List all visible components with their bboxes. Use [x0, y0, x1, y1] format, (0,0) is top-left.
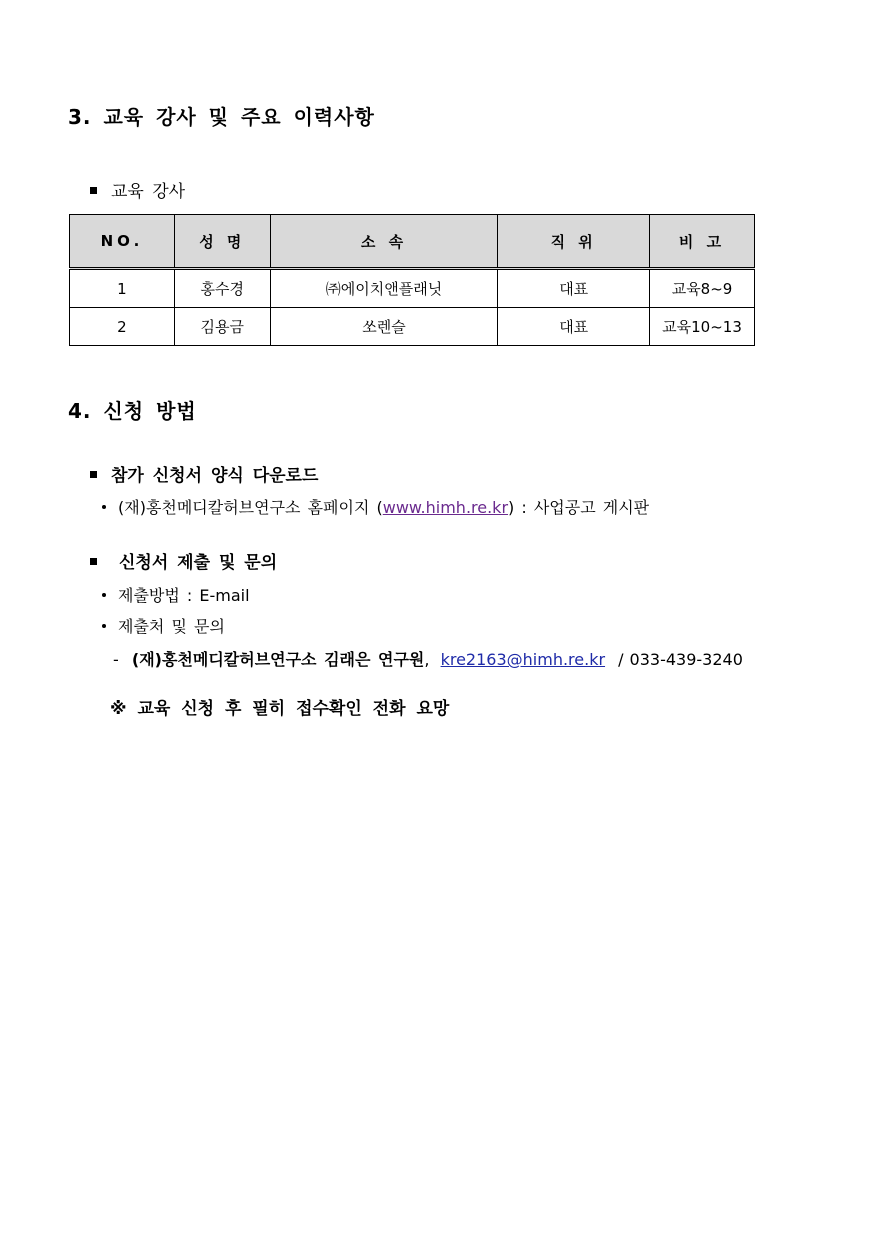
- cell-name: 김용금: [174, 308, 270, 346]
- submit-heading-text: 신청서 제출 및 문의: [119, 553, 278, 573]
- instructor-subheading-text: 교육 강사: [111, 182, 186, 202]
- contact-comma: ,: [424, 650, 430, 669]
- dot-bullet-icon: [102, 505, 106, 509]
- dot-bullet-icon: [102, 593, 106, 597]
- contact-separator: /: [618, 650, 624, 669]
- section3-title: 3. 교육 강사 및 주요 이력사항: [68, 105, 375, 129]
- dot-bullet-icon: [102, 624, 106, 628]
- cell-name: 홍수경: [174, 269, 270, 308]
- col-header-name: 성 명: [174, 215, 270, 269]
- cell-note: 교육10~13: [650, 308, 755, 346]
- col-header-no: NO.: [70, 215, 175, 269]
- table-row: [70, 269, 755, 308]
- cell-no: 1: [70, 269, 175, 308]
- col-header-note: 비 고: [650, 215, 755, 269]
- download-heading-text: 참가 신청서 양식 다운로드: [111, 466, 319, 486]
- contact-dash: -: [113, 650, 119, 669]
- submit-heading: [90, 548, 277, 573]
- download-line-suffix: ) : 사업공고 게시판: [508, 498, 650, 517]
- square-bullet-icon: [90, 187, 97, 194]
- contact-org: (재)홍천메디칼허브연구소 김래은 연구원: [131, 650, 425, 669]
- contact-label-line: [102, 614, 225, 637]
- homepage-link[interactable]: www.himh.re.kr: [382, 498, 509, 517]
- col-header-affiliation: 소 속: [270, 215, 498, 269]
- notice-text: ※ 교육 신청 후 필히 접수확인 전화 요망: [110, 699, 450, 719]
- download-line: [102, 495, 649, 518]
- cell-position: 대표: [498, 308, 650, 346]
- cell-position: 대표: [498, 269, 650, 308]
- instructor-subheading: [90, 177, 185, 202]
- cell-affiliation: ㈜에이치앤플래닛: [270, 269, 498, 308]
- contact-email-link[interactable]: kre2163@himh.re.kr: [440, 650, 606, 669]
- submit-method-text: 제출방법 : E-mail: [118, 586, 250, 605]
- cell-affiliation: 쏘렌슬: [270, 308, 498, 346]
- contact-detail-line: [113, 647, 743, 670]
- download-line-prefix: (재)홍천메디칼허브연구소 홈페이지 (: [118, 498, 383, 517]
- col-header-position: 직 위: [498, 215, 650, 269]
- square-bullet-icon: [90, 471, 97, 478]
- square-bullet-icon: [90, 558, 97, 565]
- cell-note: 교육8~9: [650, 269, 755, 308]
- section4-title: 4. 신청 방법: [68, 399, 197, 423]
- cell-no: 2: [70, 308, 175, 346]
- table-header-row: [70, 215, 755, 269]
- contact-label-text: 제출처 및 문의: [118, 617, 225, 636]
- submit-method-line: [102, 583, 250, 606]
- contact-phone: 033-439-3240: [629, 650, 743, 669]
- instructor-table: [69, 214, 755, 346]
- download-heading: [90, 461, 318, 486]
- table-row: [70, 308, 755, 346]
